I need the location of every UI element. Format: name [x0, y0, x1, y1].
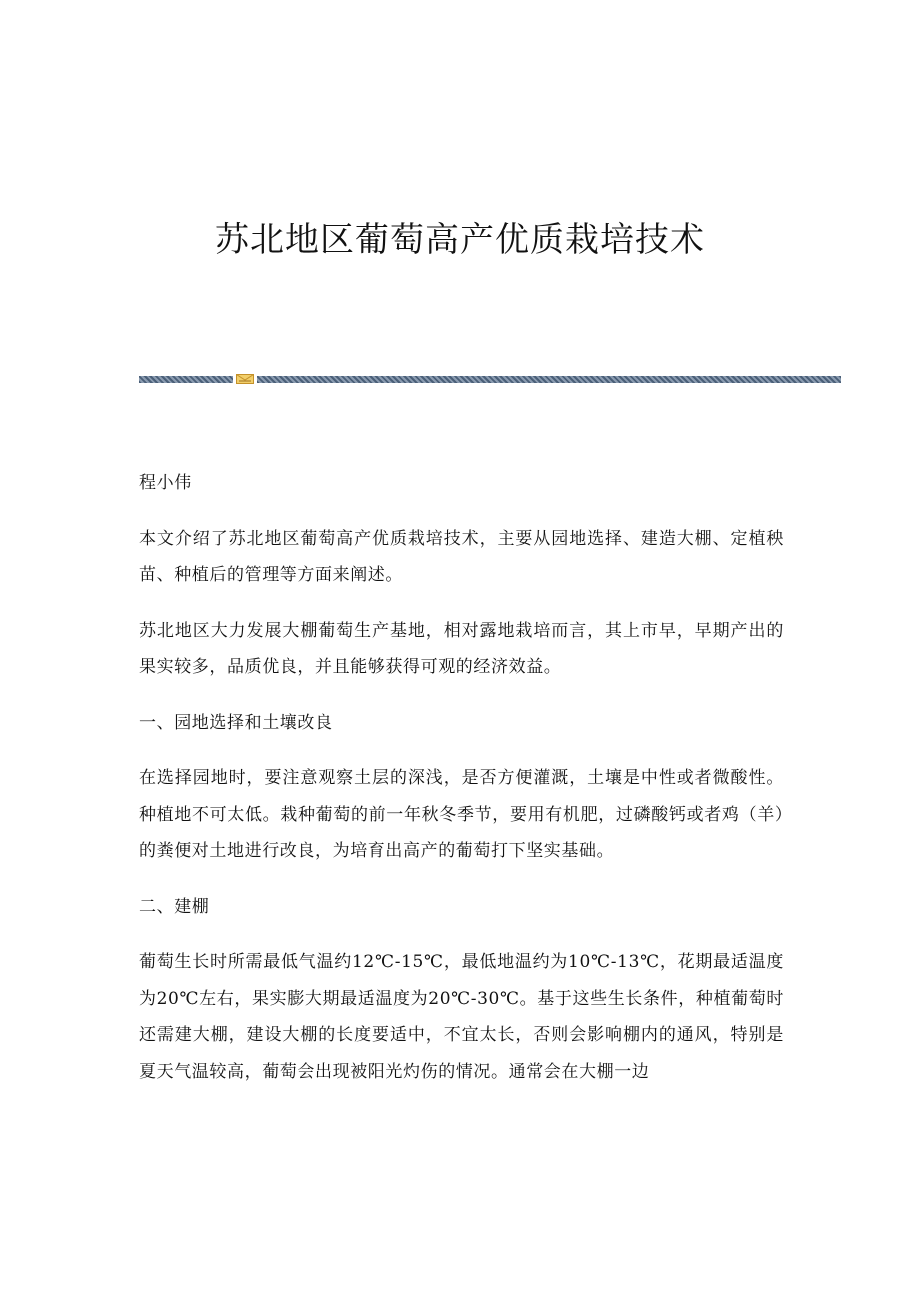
title-divider	[139, 374, 841, 384]
section-heading-site-selection: 一、园地选择和土壤改良	[139, 712, 333, 733]
author-name: 程小伟	[139, 473, 192, 493]
intro-paragraph: 苏北地区大力发展大棚葡萄生产基地，相对露地栽培而言，其上市早，早期产出的果实较多，品质优良，并且能够获得可观的经济效益。	[139, 620, 784, 677]
section-body-greenhouse: 葡萄生长时所需最低气温约12℃-15℃，最低地温约为10℃-13℃，花期最适温度为20℃左右，果实膨大期最适温度为20℃-30℃。基于这些生长条件，种植葡萄时还需建大棚，建设大棚的长度要适中，不宜太长，否则会影响棚内的通风，特别是夏天气温较高，葡萄会出现被阳光灼伤的情况。通常会在大棚一边	[139, 952, 784, 1082]
divider-bar-right	[257, 376, 841, 383]
section-heading-greenhouse: 二、建棚	[139, 896, 210, 917]
envelope-ornament-icon	[236, 374, 254, 384]
section-body-site-selection: 在选择园地时，要注意观察土层的深浅，是否方便灌溉，土壤是中性或者微酸性。种植地不可太低。栽种葡萄的前一年秋冬季节，要用有机肥，过磷酸钙或者鸡（羊）的粪便对土地进行改良，为培育出高产的葡萄打下坚实基础。	[139, 768, 784, 861]
document-body	[139, 465, 784, 1109]
abstract-paragraph: 本文介绍了苏北地区葡萄高产优质栽培技术，主要从园地选择、建造大棚、定植秧苗、种植后的管理等方面来阐述。	[139, 528, 784, 585]
document-title: 苏北地区葡萄高产优质栽培技术	[215, 220, 705, 260]
divider-bar-left	[139, 376, 233, 383]
